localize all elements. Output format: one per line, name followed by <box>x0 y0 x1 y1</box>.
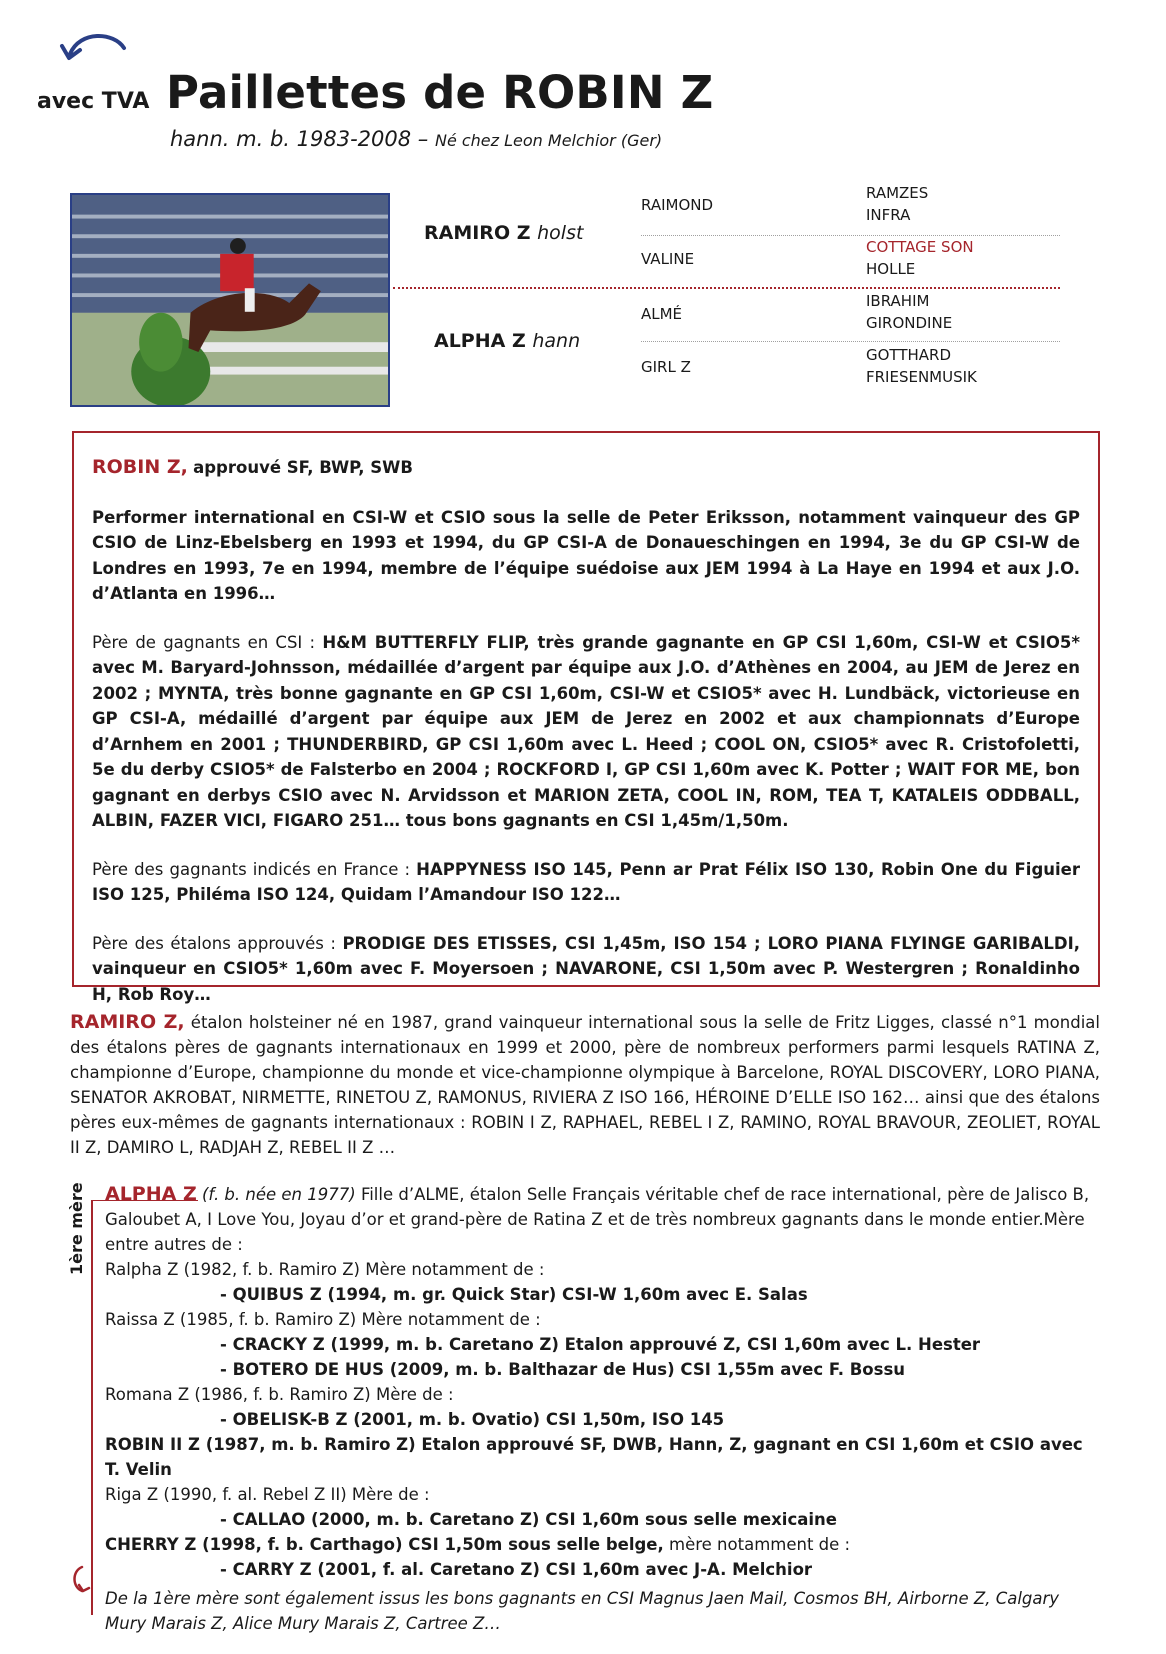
alpha-line-5: - BOTERO DE HUS (2009, m. b. Balthazar de Hus) CSI 1,55m avec F. Bossu <box>220 1360 906 1379</box>
page-subtitle <box>170 127 662 151</box>
pedigree-divider <box>393 287 1060 289</box>
alpha-intro <box>105 1182 1100 1257</box>
alpha-line-11-rest: mère notamment de : <box>669 1535 851 1554</box>
robin-approvals: approuvé SF, BWP, SWB <box>193 458 413 477</box>
alpha-line-11 <box>105 1532 1100 1557</box>
alpha-name: ALPHA Z <box>105 1183 197 1205</box>
pedigree-divider-lower <box>641 341 1060 342</box>
curved-arrow-icon <box>58 30 138 80</box>
robin-name: ROBIN Z, <box>92 456 188 478</box>
robin-performance: Performer international en CSI-W et CSIO sous la selle de Peter Eriksson, notamment vainqueur des GP CSIO de Linz-Ebelsberg en 1993 et 1994, du GP CSI-A de Donaueschingen en 1994, 3e du GP CSI-W de Londres en 1993, 7e en 1994, membre de l’équipe suédoise aux JEM 1994 à La Haye en 1994 et aux J.O. d’Atlanta en 1996… <box>92 507 1080 603</box>
robin-z-section <box>72 431 1100 1004</box>
subtitle-breeder: Né chez Leon Melchior (Ger) <box>434 131 663 150</box>
pedigree-gen2-valine: VALINE <box>641 250 695 268</box>
footer-note: De la 1ère mère sont également issus les bons gagnants en CSI Magnus Jaen Mail, Cosmos BH, Airborne Z, Calgary Mury Marais Z, Alice Mury Marais Z, Cartree Z… <box>105 1589 1060 1633</box>
alpha-line-6: Romana Z (1986, f. b. Ramiro Z) Mère de : <box>105 1385 454 1404</box>
alpha-line-10: - CALLAO (2000, m. b. Caretano Z) CSI 1,60m sous selle mexicaine <box>220 1510 837 1529</box>
premiere-mere-label: 1ère mère <box>67 1182 86 1275</box>
robin-offspring-france <box>92 857 1080 908</box>
return-arrow-icon <box>70 1565 92 1595</box>
pedigree-gen2-raimond: RAIMOND <box>641 196 714 214</box>
robin-offspring-csi-lead: Père de gagnants en CSI : <box>92 632 316 652</box>
sire-name: RAMIRO Z <box>424 222 531 244</box>
robin-offspring-france-lead: Père des gagnants indicés en France : <box>92 859 411 879</box>
pedigree-dam <box>434 330 580 352</box>
subtitle-main: hann. m. b. 1983-2008 – <box>170 127 429 151</box>
ramiro-text: étalon holsteiner né en 1987, grand vainqueur international sous la selle de Fritz Ligges, classé n°1 mondial des étalons pères de gagnants internationaux en 1999 et 2000, père de nombreux performers parmi lesquels RATINA Z, championne d’Europe, championne du monde et vice-championne olympique à Barcelone, ROYAL DISCOVERY, LORO PIANA, SENATOR AKROBAT, NIRMETTE, RINETOU Z, RAMONUS, RIVIERA Z ISO 166, HÉROINE D’ELLE ISO 162… ainsi que des étalons pères eux-mêmes de gagnants internationaux : ROBIN I Z, RAPHAEL, REBEL I Z, RAMINO, ROYAL BRAVOUR, ZEOLIET, ROYAL II Z, DAMIRO L, RADJAH Z, REBEL II Z … <box>70 1013 1100 1157</box>
alpha-birth: (f. b. née en 1977) <box>201 1185 356 1204</box>
robin-approved-stallions-lead: Père des étalons approuvés : <box>92 933 336 953</box>
pedigree-gen3-ibrahim: IBRAHIM <box>866 292 930 310</box>
tva-label: avec TVA <box>37 89 150 114</box>
pedigree-divider-upper <box>641 235 1060 236</box>
horse-jumping-photo <box>70 193 390 407</box>
robin-approved-stallions-body: PRODIGE DES ETISSES, CSI 1,45m, ISO 154 ; LORO PIANA FLYINGE GARIBALDI, vainqueur en CSIO5* 1,60m avec F. Moyersoen ; NAVARONE, CSI 1,50m avec P. Westergren ; Ronaldinho H, Rob Roy… <box>92 933 1080 1004</box>
alpha-line-11-bold: CHERRY Z (1998, f. b. Carthago) CSI 1,50m sous selle belge, <box>105 1535 664 1554</box>
alpha-z-section <box>105 1182 1100 1582</box>
pedigree-gen3-friesenmusik: FRIESENMUSIK <box>866 368 977 386</box>
alpha-line-2: - QUIBUS Z (1994, m. gr. Quick Star) CSI-W 1,60m avec E. Salas <box>220 1285 808 1304</box>
alpha-line-3: Raissa Z (1985, f. b. Ramiro Z) Mère notamment de : <box>105 1310 541 1329</box>
pedigree-gen3-infra: INFRA <box>866 206 911 224</box>
alpha-intro-text: Fille d’ALME, étalon Selle Français véritable chef de race international, père de Jalisco B, Galoubet A, I Love You, Joyau d’or et grand-père de Ratina Z et de très nombreux gagnants dans le monde entier.Mère entre autres de : <box>105 1185 1090 1254</box>
dam-breed: hann <box>532 330 581 352</box>
robin-offspring-csi-body: H&M BUTTERFLY FLIP, très grande gagnante en GP CSI 1,60m, CSI-W et CSIO5* avec M. Baryard-Johnsson, médaillée d’argent par équipe aux J.O. d’Athènes en 2004, au JEM de Jerez en 2002 ; MYNTA, très bonne gagnante en GP CSI 1,60m, CSI-W et CSIO5* avec H. Lundbäck, victorieuse en GP CSI-A, médaillé d’argent par équipe aux JEM de Jerez en 2002 et aux championnats d’Europe d’Arnhem en 2001 ; THUNDERBIRD, GP CSI 1,60m avec L. Heed ; COOL ON, CSIO5* avec R. Cristofoletti, 5e du derby CSIO5* de Falsterbo en 2004 ; ROCKFORD I, GP CSI 1,60m avec K. Potter ; WAIT FOR ME, bon gagnant en derbys CSIO avec N. Arvidsson et MARION ZETA, COOL IN, ROM, TEA T, KATALEIS ODDBALL, ALBIN, FAZER VICI, FIGARO 251… tous bons gagnants en CSI 1,45m/1,50m. <box>92 632 1080 830</box>
robin-offspring-csi <box>92 630 1080 834</box>
pedigree-gen3-ramzes: RAMZES <box>866 184 929 202</box>
pedigree-gen3-holle: HOLLE <box>866 260 916 278</box>
alpha-line-1: Ralpha Z (1982, f. b. Ramiro Z) Mère notamment de : <box>105 1260 545 1279</box>
pedigree-gen3-cottage-son: COTTAGE SON <box>866 238 974 256</box>
alpha-line-8: ROBIN II Z (1987, m. b. Ramiro Z) Etalon approuvé SF, DWB, Hann, Z, gagnant en CSI 1,60m et CSIO avec T. Velin <box>105 1435 1083 1479</box>
pedigree-sire <box>424 222 583 244</box>
ramiro-z-section <box>70 1010 1100 1160</box>
pedigree-gen2-alme: ALMÉ <box>641 305 683 323</box>
alpha-line-4: - CRACKY Z (1999, m. b. Caretano Z) Etalon approuvé Z, CSI 1,60m avec L. Hester <box>220 1335 981 1354</box>
alpha-line-12: - CARRY Z (2001, f. al. Caretano Z) CSI 1,60m avec J-A. Melchior <box>220 1560 813 1579</box>
sire-breed: holst <box>537 222 584 244</box>
dam-name: ALPHA Z <box>434 330 526 352</box>
alpha-line-9: Riga Z (1990, f. al. Rebel Z II) Mère de : <box>105 1485 430 1504</box>
robin-approved-stallions <box>92 931 1080 1008</box>
pedigree-gen3-girondine: GIRONDINE <box>866 314 953 332</box>
alpha-line-7: - OBELISK-B Z (2001, m. b. Ovatio) CSI 1,50m, ISO 145 <box>220 1410 725 1429</box>
pedigree-gen3-gotthard: GOTTHARD <box>866 346 952 364</box>
page-title: Paillettes de ROBIN Z <box>166 66 714 119</box>
pedigree-gen2-girl-z: GIRL Z <box>641 358 691 376</box>
ramiro-name: RAMIRO Z, <box>70 1011 185 1033</box>
robin-offspring-france-body: HAPPYNESS ISO 145, Penn ar Prat Félix ISO 130, Robin One du Figuier ISO 125, Philéma ISO 124, Quidam l’Amandour ISO 122… <box>92 859 1080 904</box>
